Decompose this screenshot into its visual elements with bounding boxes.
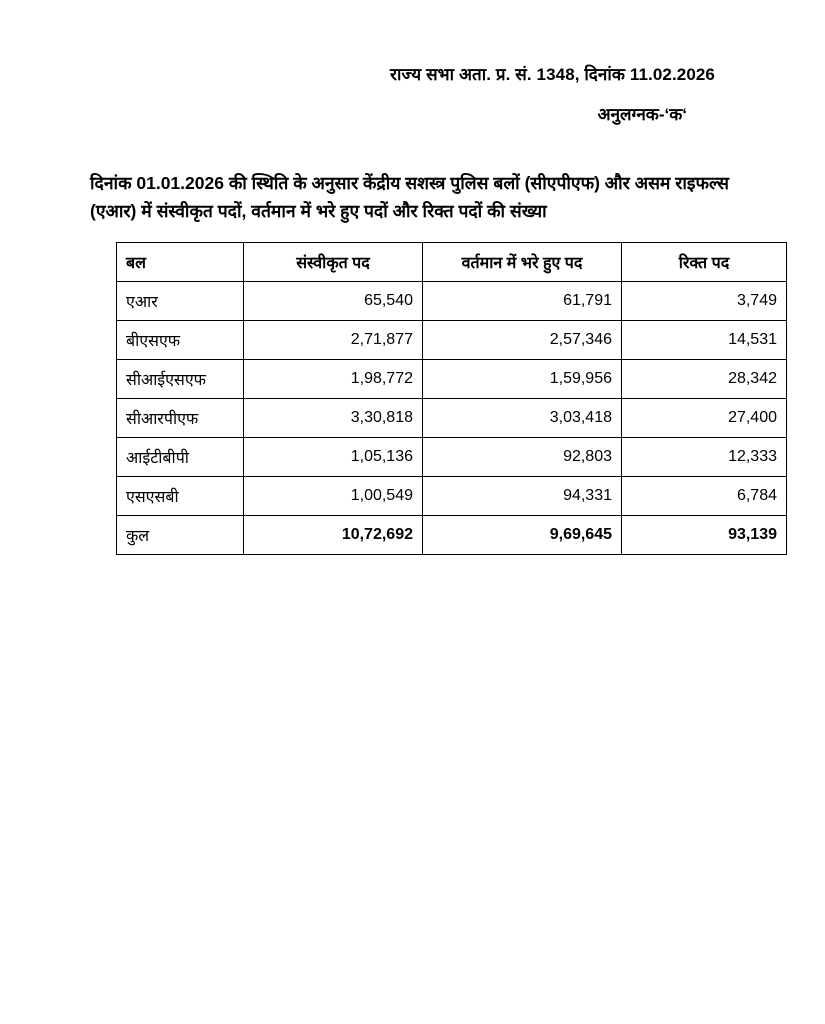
cell-vacant: 12,333 [622,437,787,476]
cell-vacant: 14,531 [622,320,787,359]
cell-vacant-total: 93,139 [622,515,787,554]
table-body [117,281,787,554]
cell-filled-total: 9,69,645 [423,515,622,554]
cell-sanctioned: 65,540 [244,281,423,320]
reference-line: राज्य सभा अता. प्र. सं. 1348, दिनांक 11.02.2026 [390,65,715,84]
cell-sanctioned: 1,00,549 [244,476,423,515]
cell-sanctioned-total: 10,72,692 [244,515,423,554]
column-header-vacant: रिक्त पद [622,242,787,281]
cell-sanctioned: 3,30,818 [244,398,423,437]
cell-vacant: 27,400 [622,398,787,437]
cell-vacant: 28,342 [622,359,787,398]
table-row [117,476,787,515]
cell-filled: 2,57,346 [423,320,622,359]
strength-table [116,242,787,555]
page-title: दिनांक 01.01.2026 की स्थिति के अनुसार केंद्रीय सशस्त्र पुलिस बलों (सीएपीएफ) और असम राइफल्स (एआर) में संस्वीकृत पदों, वर्तमान में भरे हुए पदों और रिक्त पदों की संख्या [90,173,729,222]
cell-filled: 92,803 [423,437,622,476]
cell-vacant: 3,749 [622,281,787,320]
table-row [117,398,787,437]
cell-filled: 94,331 [423,476,622,515]
table-row [117,281,787,320]
cell-force-total: कुल [117,515,244,554]
table-row [117,359,787,398]
cell-sanctioned: 1,05,136 [244,437,423,476]
table-total-row [117,515,787,554]
cell-sanctioned: 2,71,877 [244,320,423,359]
cell-force: सीआरपीएफ [117,398,244,437]
cell-force: सीआईएसएफ [117,359,244,398]
column-header-force: बल [117,242,244,281]
cell-force: बीएसएफ [117,320,244,359]
table-row [117,437,787,476]
table-head [117,242,787,281]
annexure-label: अनुलग्नक-‘क‘ [597,104,687,124]
table-container [68,242,777,555]
cell-filled: 61,791 [423,281,622,320]
cell-force: एसएसबी [117,476,244,515]
column-header-sanctioned: संस्वीकृत पद [244,242,423,281]
column-header-filled: वर्तमान में भरे हुए पद [423,242,622,281]
cell-sanctioned: 1,98,772 [244,359,423,398]
cell-filled: 1,59,956 [423,359,622,398]
table-row [117,320,787,359]
document-header [68,62,757,127]
cell-force: एआर [117,281,244,320]
cell-filled: 3,03,418 [423,398,622,437]
table-header-row [117,242,787,281]
cell-vacant: 6,784 [622,476,787,515]
cell-force: आईटीबीपी [117,437,244,476]
